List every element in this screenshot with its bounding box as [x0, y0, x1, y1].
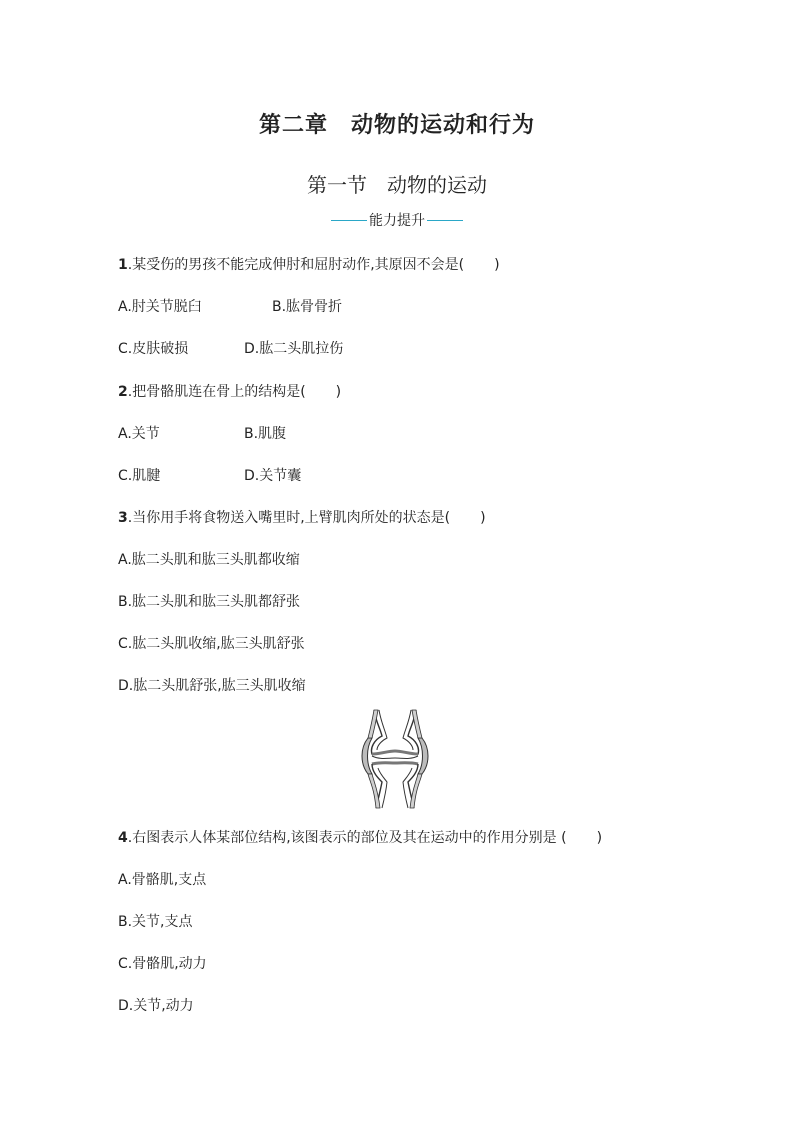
option-3c[interactable]: C.肱二头肌收缩,肱三头肌舒张	[118, 636, 305, 652]
option-4b[interactable]: B.关节,支点	[118, 914, 193, 930]
question-number: 4	[118, 830, 128, 846]
question-text: .把骨骼肌连在骨上的结构是(	[127, 384, 306, 400]
question-text: .右图表示人体某部位结构,该图表示的部位及其在运动中的作用分别是 (	[127, 830, 567, 846]
question-text: .某受伤的男孩不能完成伸肘和屈肘动作,其原因不会是(	[127, 257, 465, 273]
option-4d[interactable]: D.关节,动力	[118, 998, 194, 1014]
banner-left-rule	[331, 220, 367, 221]
question-number: 3	[118, 510, 128, 526]
knee-joint-diagram-icon	[358, 708, 432, 810]
answer-paren-close: )	[335, 384, 342, 400]
option-4a[interactable]: A.骨骼肌,支点	[118, 872, 207, 888]
banner-right-rule	[427, 220, 463, 221]
option-1a[interactable]: A.肘关节脱臼	[118, 299, 202, 315]
answer-paren-close: )	[480, 510, 486, 526]
option-2d[interactable]: D.关节囊	[244, 468, 302, 484]
option-3b[interactable]: B.肱二头肌和肱三头肌都舒张	[118, 594, 301, 610]
section-title: 第一节 动物的运动	[307, 173, 487, 197]
answer-paren-close: )	[494, 257, 500, 273]
option-4c[interactable]: C.骨骼肌,动力	[118, 956, 207, 972]
option-1d[interactable]: D.肱二头肌拉伤	[244, 341, 344, 357]
answer-paren-close: )	[596, 830, 603, 846]
question-2-stem	[118, 381, 341, 401]
question-number: 2	[118, 384, 128, 400]
option-2b[interactable]: B.肌腹	[244, 426, 287, 442]
option-2a[interactable]: A.关节	[118, 426, 160, 442]
option-1b[interactable]: B.肱骨骨折	[272, 299, 343, 315]
question-1-stem	[118, 254, 500, 274]
ability-banner	[0, 210, 794, 230]
question-3-stem	[118, 507, 486, 527]
option-3d[interactable]: D.肱二头肌舒张,肱三头肌收缩	[118, 678, 306, 694]
question-text: .当你用手将食物送入嘴里时,上臂肌肉所处的状态是(	[127, 510, 451, 526]
banner-label: 能力提升	[369, 213, 425, 229]
question-4-stem	[118, 827, 602, 847]
option-1c[interactable]: C.皮肤破损	[118, 341, 189, 357]
option-3a[interactable]: A.肱二头肌和肱三头肌都收缩	[118, 552, 300, 568]
chapter-title: 第二章 动物的运动和行为	[258, 113, 535, 138]
option-2c[interactable]: C.肌腱	[118, 468, 161, 484]
question-number: 1	[118, 257, 128, 273]
